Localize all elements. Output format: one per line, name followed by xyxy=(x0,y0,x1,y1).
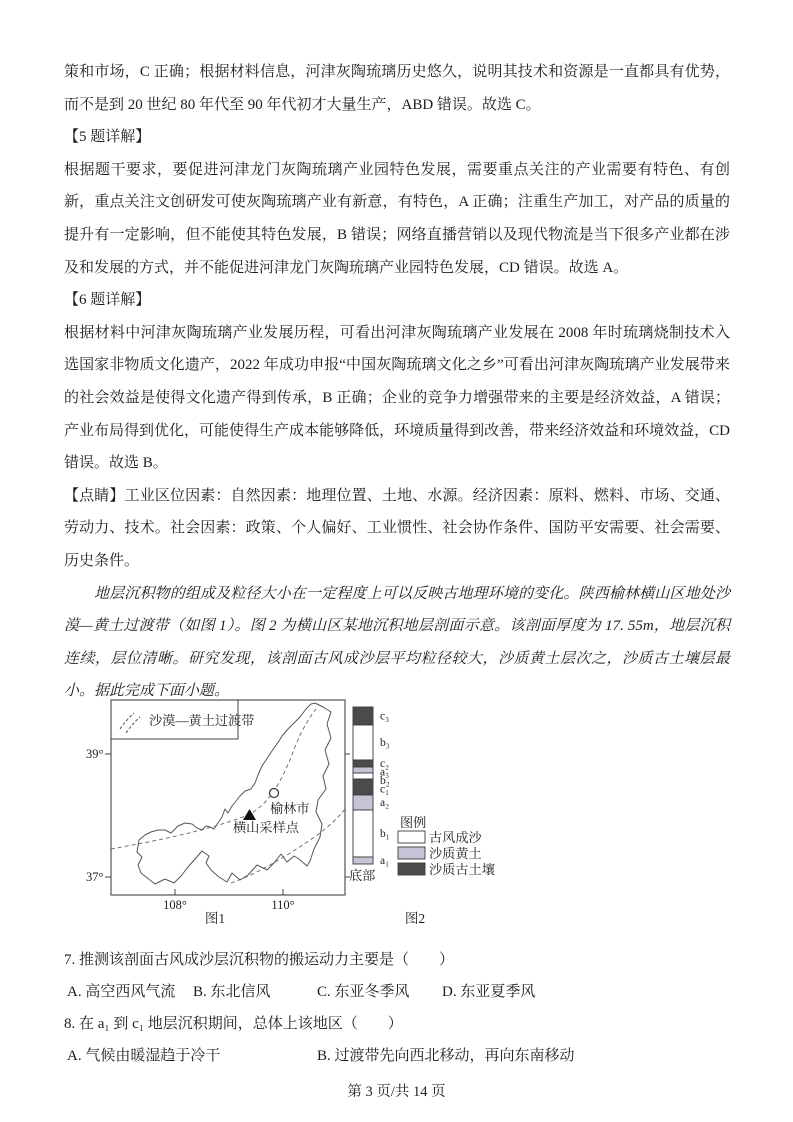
sample-point-triangle-icon xyxy=(243,809,256,820)
strat-layer-label: a₁ xyxy=(380,854,390,867)
legend-swatch-sand xyxy=(398,831,425,843)
heading-q5-explanation: 【5 题详解】 xyxy=(64,129,151,146)
q7-option-a: A. 高空西风气流 xyxy=(67,984,176,1001)
question-7-options xyxy=(64,976,730,1008)
lon-label-110: 110° xyxy=(271,897,295,912)
strat-layer-b₃ xyxy=(353,725,373,760)
strat-column xyxy=(353,707,390,867)
paragraph-question-material: 地层沉积物的组成及粒径大小在一定程度上可以反映古地理环境的变化。陕西榆林横山区地处沙漠—黄土过渡带（如图 1）。图 2 为横山区某地沉积地层剖面示意。该剖面厚度为 17. 55m，地层沉积连续，层位清晰。研究发现，该剖面古风成沙层平均粒径较大，沙质黄土层次之，沙质古土壤层最小。据此完成下面小题。 xyxy=(64,585,730,700)
strat-layer-label: c₃ xyxy=(380,710,390,723)
map-caption: 图1 xyxy=(204,910,226,926)
strat-layer-label: b₂ xyxy=(380,774,390,787)
paragraph-q5-explanation: 根据题干要求，要促进河津龙门灰陶琉璃产业园特色发展，需要重点关注的产业需要有特色、有创新，重点关注文创研发可使灰陶琉璃产业有新意，有特色，A 正确；注重生产加工，对产品的质量的提升有一定影响，但不能使其特色发展，B 错误；网络直播营销以及现代物流是当下很多产业都在涉及和发展的方式，并不能促进河津龙门灰陶琉璃产业园特色发展，CD 错误。故选 A。 xyxy=(64,161,730,276)
paragraph-q6-explanation: 根据材料中河津灰陶琉璃产业发展历程，可看出河津灰陶琉璃产业发展在 2008 年时琉璃烧制技术入选国家非物质文化遗产，2022 年成功申报“中国灰陶琉璃文化之乡”可看出河津灰陶琉璃产业发展带来的社会效益是使得文化遗产得到传承，B 正确；企业的竞争力增强带来的主要是经济效益，A 错误；产业布局得到优化，可能使得生产成本能够降低，环境质量得到改善，带来经济效益和环境效益，CD 错误。故选 B。 xyxy=(64,324,730,472)
sample-point-label: 横山采样点 xyxy=(233,819,299,835)
strat-layer-b₂ xyxy=(353,773,373,779)
q7-option-b: B. 东北信风 xyxy=(193,984,271,1001)
q7-option-c: C. 东亚冬季风 xyxy=(317,984,410,1001)
strat-layer-label: c₂ xyxy=(380,757,390,770)
strat-layer-a₃ xyxy=(353,767,373,773)
question-8-options xyxy=(64,1040,730,1072)
strat-layer-c₃ xyxy=(353,707,373,725)
strat-layer-c₁ xyxy=(353,779,373,795)
legend-swatch-paleosol xyxy=(398,863,425,875)
map-frame xyxy=(111,700,345,895)
strat-layer-label: c₁ xyxy=(380,783,390,796)
legend-label: 沙质黄土 xyxy=(429,845,482,861)
column-caption: 图2 xyxy=(404,910,426,926)
lon-label-108: 108° xyxy=(163,897,187,912)
strat-legend xyxy=(398,829,495,877)
question-7-stem: 7. 推测该剖面古风成沙层沉积物的搬运动力主要是（ ） xyxy=(64,952,455,969)
strat-layer-label: b₁ xyxy=(380,827,390,840)
q8-option-a: A. 气候由暖湿趋于冷干 xyxy=(67,1048,221,1065)
region-outline xyxy=(137,703,331,884)
q7-option-d: D. 东亚夏季风 xyxy=(442,984,536,1001)
strat-legend-title: 图例 xyxy=(400,814,427,830)
city-marker-icon xyxy=(270,788,279,797)
q8-option-b: B. 过渡带先向西北移动，再向东南移动 xyxy=(317,1048,575,1065)
paragraph-answer4-continued: 策和市场，C 正确；根据材料信息，河津灰陶琉璃历史悠久，说明其技术和资源是一直都具有优势，而不是到 20 世纪 80 年代至 90 年代初才大量生产，ABD 错误。故选 C。 xyxy=(64,64,730,113)
map-figure xyxy=(86,700,350,926)
legend-label: 古风成沙 xyxy=(429,829,482,845)
strat-layer-label: a₂ xyxy=(380,796,390,809)
strat-layer-label: a₃ xyxy=(380,766,390,779)
strat-layer-c₂ xyxy=(353,760,373,767)
transition-band-symbol-icon xyxy=(120,713,134,729)
strat-layer-a₂ xyxy=(353,795,373,810)
city-label: 榆林市 xyxy=(270,800,310,816)
page-number: 第 3 页/共 14 页 xyxy=(347,1084,446,1100)
lat-label-37: 37° xyxy=(86,869,104,884)
paragraph-key-note: 【点睛】工业区位因素：自然因素：地理位置、土地、水源。经济因素：原料、燃料、市场、交通、劳动力、技术。社会因素：政策、个人偏好、工业惯性、社会协作条件、国防平安需要、社会需要、历史条件。 xyxy=(64,487,730,569)
strat-layer-b₁ xyxy=(353,810,373,857)
question-8-stem: 8. 在 a₁ 到 c₁ 地层沉积期间，总体上该地区（ ） xyxy=(64,1016,403,1033)
strat-layer-a₁ xyxy=(353,857,373,864)
map-band-label: 沙漠—黄土过渡带 xyxy=(149,712,255,728)
legend-swatch-loess xyxy=(398,847,425,859)
lat-label-39: 39° xyxy=(86,746,104,761)
strat-layer-label: b₃ xyxy=(380,736,390,749)
legend-label: 沙质古土壤 xyxy=(429,861,495,877)
figure-svg xyxy=(85,694,555,932)
column-bottom-label: 底部 xyxy=(349,867,376,883)
heading-q6-explanation: 【6 题详解】 xyxy=(64,292,151,309)
figure-map-and-column xyxy=(85,694,730,945)
